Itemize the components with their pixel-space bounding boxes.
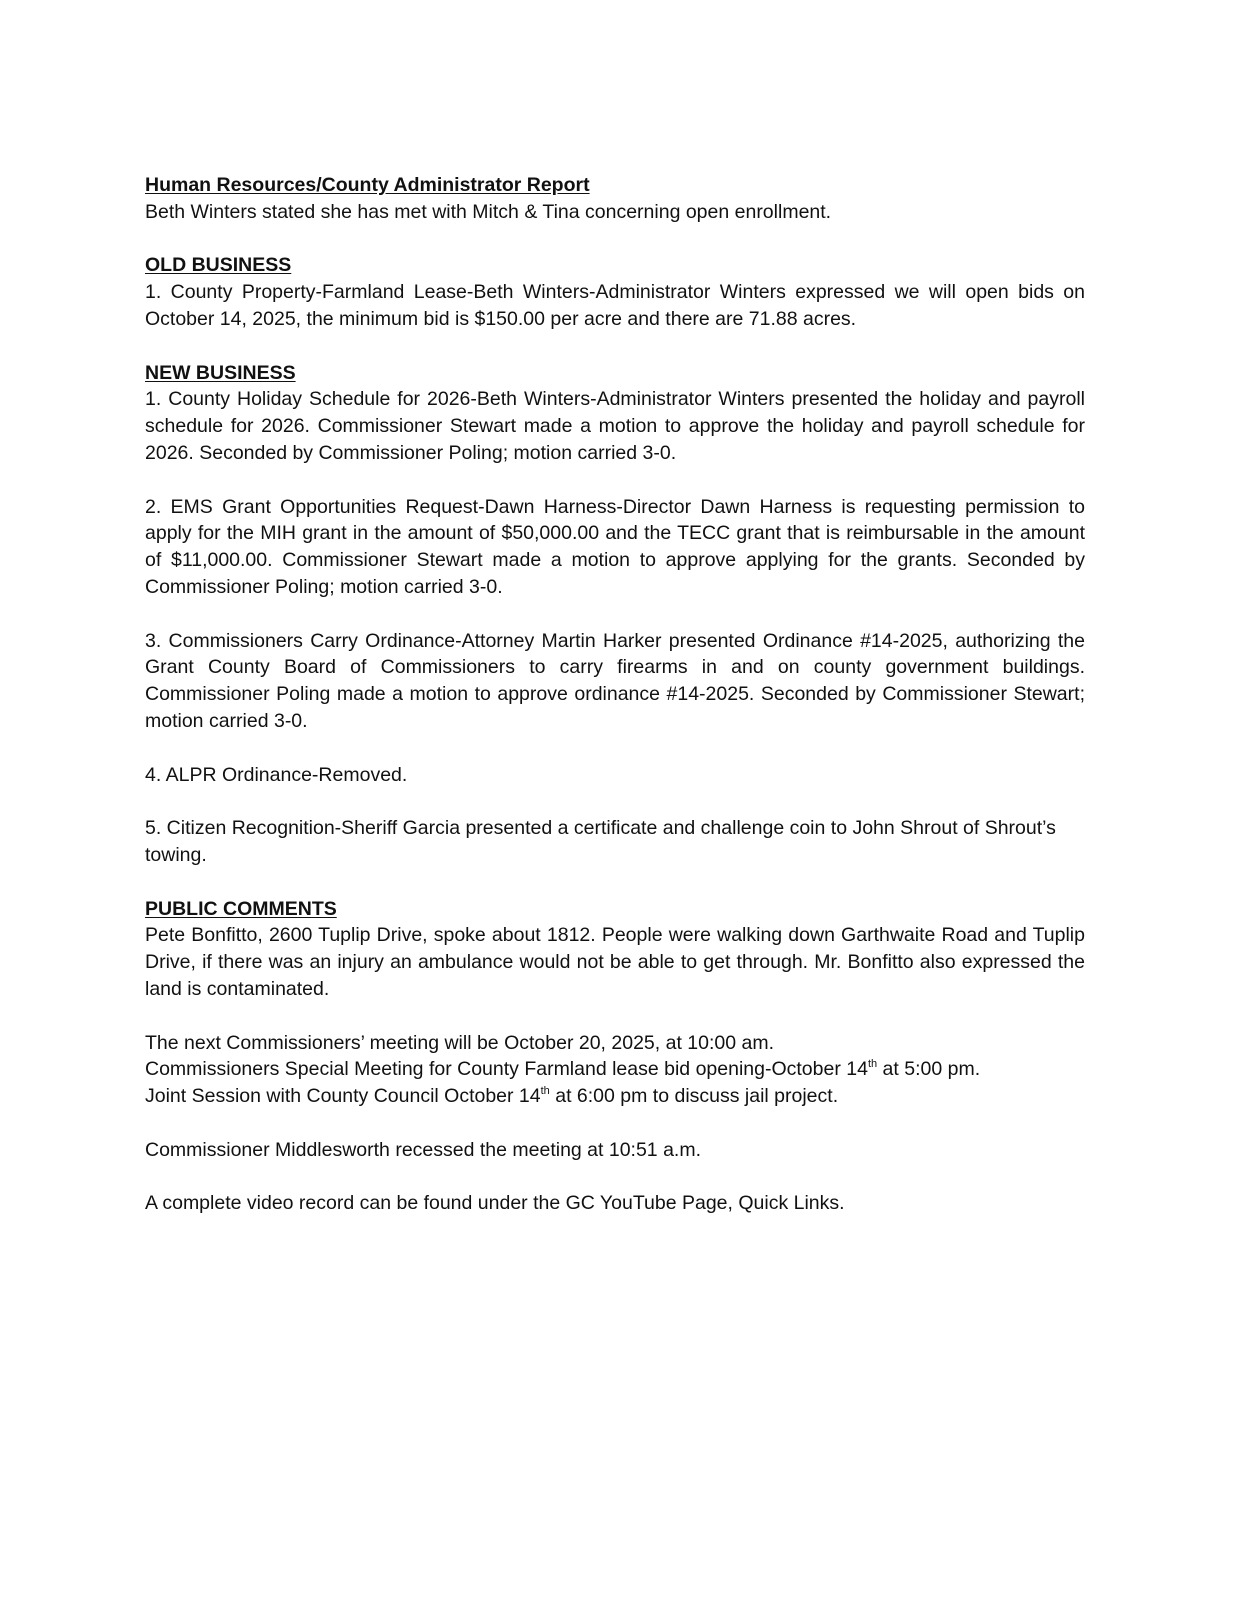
- special-meeting-text: Commissioners Special Meeting for County Farmland lease bid opening-October 14: [145, 1058, 868, 1081]
- old-business-item-1: 1. County Property-Farmland Lease-Beth Winters-Administrator Winters expressed we will open bids on October 14, 2025, the minimum bid is $150.00 per acre and there are 71.88 acres.: [145, 281, 1085, 330]
- joint-session-text: Joint Session with County Council October 14: [145, 1085, 541, 1108]
- video-record-line: A complete video record can be found under the GC YouTube Page, Quick Links.: [145, 1192, 845, 1215]
- hr-report-text: Beth Winters stated she has met with Mitch & Tina concerning open enrollment.: [145, 200, 832, 223]
- new-business-item-5: 5. Citizen Recognition-Sheriff Garcia presented a certificate and challenge coin to John Shrout of Shrout’s towing.: [145, 817, 1056, 866]
- new-business-item-1: 1. County Holiday Schedule for 2026-Beth Winters-Administrator Winters presented the holiday and payroll schedule for 2026. Commissioner Stewart made a motion to approve the holiday and payroll schedule for 2026. Seconded by Commissioner Poling; motion carried 3-0.: [145, 388, 1085, 464]
- joint-session-time: at 6:00 pm to discuss jail project.: [549, 1085, 839, 1108]
- joint-session-line: [145, 1083, 1085, 1110]
- new-business-heading: NEW BUSINESS: [145, 361, 296, 384]
- next-meeting-line: The next Commissioners’ meeting will be October 20, 2025, at 10:00 am.: [145, 1031, 774, 1054]
- joint-session-ordinal: th: [540, 1084, 550, 1097]
- old-business-heading: OLD BUSINESS: [145, 254, 292, 277]
- special-meeting-line: [145, 1056, 1085, 1083]
- document-page: [145, 172, 1085, 1217]
- hr-report-heading: Human Resources/County Administrator Report: [145, 174, 590, 196]
- new-business-item-4: 4. ALPR Ordinance-Removed.: [145, 763, 408, 786]
- public-comments-heading: PUBLIC COMMENTS: [145, 897, 337, 920]
- new-business-item-2: 2. EMS Grant Opportunities Request-Dawn Harness-Director Dawn Harness is requesting permission to apply for the MIH grant in the amount of $50,000.00 and the TECC grant that is reimbursable in the amount of $11,000.00. Commissioner Stewart made a motion to approve applying for the grants. Seconded by Commissioner Poling; motion carried 3-0.: [145, 495, 1085, 598]
- new-business-item-3: 3. Commissioners Carry Ordinance-Attorney Martin Harker presented Ordinance #14-2025, authorizing the Grant County Board of Commissioners to carry firearms in and on county government buildings. Commissioner Poling made a motion to approve ordinance #14-2025. Seconded by Commissioner Stewart; motion carried 3-0.: [145, 629, 1085, 732]
- special-meeting-time: at 5:00 pm.: [877, 1058, 981, 1081]
- public-comments-text: Pete Bonfitto, 2600 Tuplip Drive, spoke about 1812. People were walking down Garthwaite Road and Tuplip Drive, if there was an injury an ambulance would not be able to get through. Mr. Bonfitto also expressed the land is contaminated.: [145, 924, 1085, 1000]
- recess-line: Commissioner Middlesworth recessed the meeting at 10:51 a.m.: [145, 1138, 701, 1161]
- special-meeting-ordinal: th: [867, 1057, 878, 1070]
